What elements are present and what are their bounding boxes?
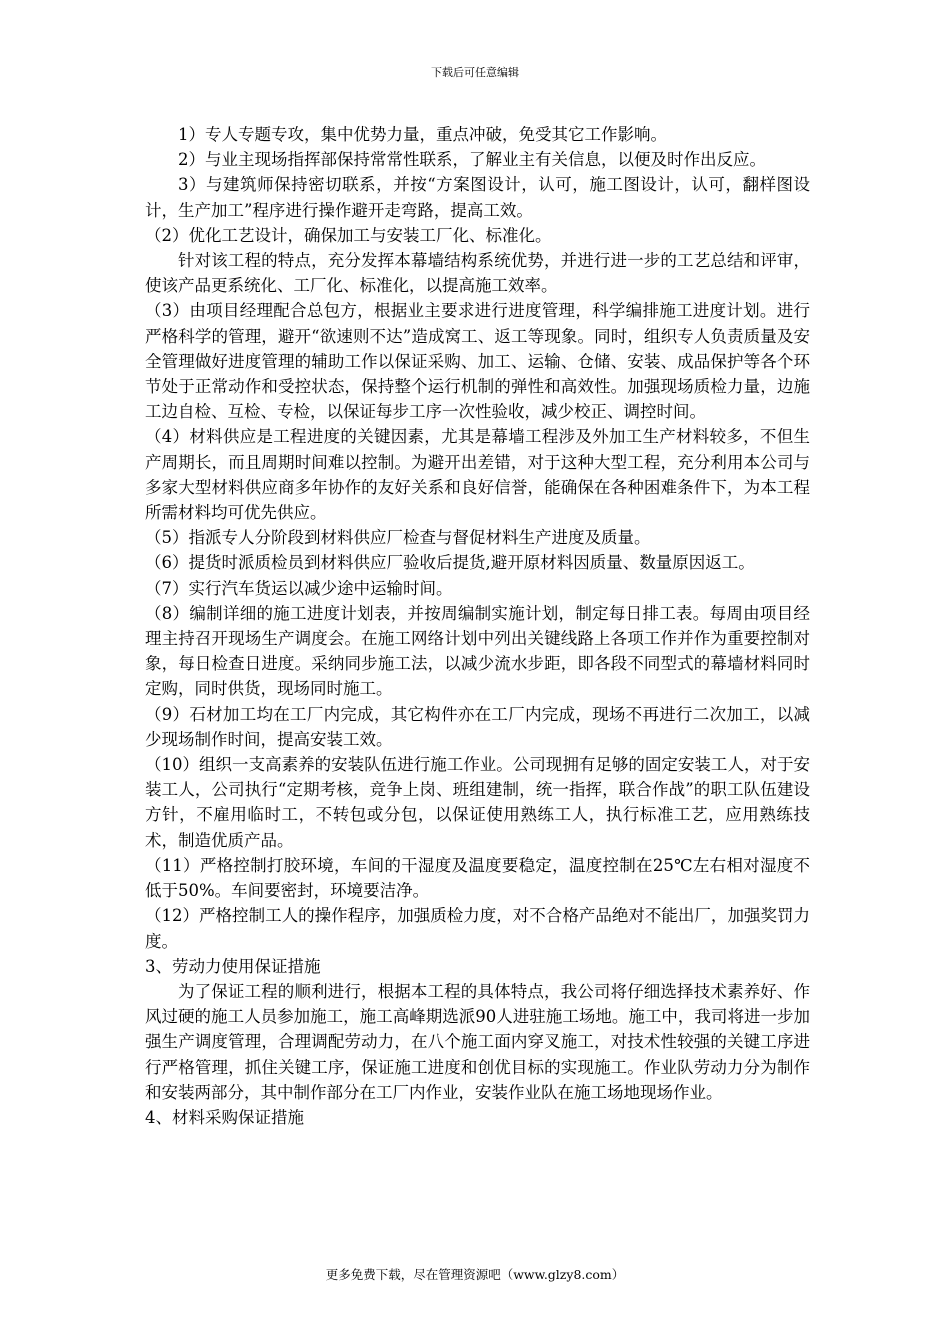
paragraph: （6）提货时派质检员到材料供应厂验收后提货,避开原材料因质量、数量原因返工。: [145, 553, 755, 573]
page-header: 下载后可任意编辑: [431, 66, 519, 79]
paragraph: 2）与业主现场指挥部保持常常性联系，了解业主有关信息，以便及时作出反应。: [178, 150, 766, 170]
page-footer: 更多免费下载，尽在管理资源吧（www.glzy8.com）: [325, 1267, 625, 1282]
paragraph: （10）组织一支高素养的安装队伍进行施工作业。公司现拥有足够的固定安装工人，对于安装工人，公司执行“定期考核，竞争上岗、班组建制，统一指挥，联合作战”的职工队伍建设方针，不雇用临时工，不转包或分包，以保证使用熟练工人，执行标准工艺，应用熟练技术，制造优质产品。: [145, 755, 810, 850]
paragraph: （5）指派专人分阶段到材料供应厂检查与督促材料生产进度及质量。: [145, 528, 651, 548]
paragraph: （2）优化工艺设计，确保加工与安装工厂化、标准化。: [145, 225, 552, 245]
section-heading: 4、材料采购保证措施: [145, 1107, 304, 1127]
paragraph: （12）严格控制工人的操作程序，加强质检力度，对不合格产品绝对不能出厂，加强奖罚力度。: [145, 906, 810, 951]
paragraph: （4）材料供应是工程进度的关键因素，尤其是幕墙工程涉及外加工生产材料较多，不但生产周期长，而且周期时间难以控制。为避开出差错，对于这种大型工程，充分利用本公司与多家大型材料供应商多年协作的友好关系和良好信誉，能确保在各种困难条件下，为本工程所需材料均可优先供应。: [145, 427, 810, 523]
paragraph: （7）实行汽车货运以减少途中运输时间。: [145, 578, 453, 598]
paragraph: （11）严格控制打胶环境，车间的干湿度及温度要稳定，温度控制在25℃左右相对湿度不低于50%。车间要密封，环境要洁净。: [145, 855, 810, 901]
paragraph: （9）石材加工均在工厂内完成，其它构件亦在工厂内完成，现场不再进行二次加工，以减少现场制作时间，提高安装工效。: [145, 704, 810, 749]
paragraph: 1）专人专题专攻，集中优势力量，重点冲破，免受其它工作影响。: [178, 125, 667, 144]
paragraph: 为了保证工程的顺利进行，根据本工程的具体特点，我公司将仔细选择技术素养好、作风过硬的施工人员参加施工，施工高峰期选派90人进驻施工场地。施工中，我司将进一步加强生产调度管理，合理调配劳动力，在八个施工面内穿叉施工，对技术性较强的关键工序进行严格管理，抓住关键工序，保证施工进度和创优目标的实现施工。作业队劳动力分为制作和安装两部分，其中制作部分在工厂内作业，安装作业队在施工场地现场作业。: [145, 981, 810, 1102]
paragraph: （8）编制详细的施工进度计划表，并按周编制实施计划，制定每日排工表。每周由项目经理主持召开现场生产调度会。在施工网络计划中列出关键线路上各项工作并作为重要控制对象，每日检查日进度。采纳同步施工法，以减少流水步距，即各段不同型式的幕墙材料同时定购，同时供货，现场同时施工。: [145, 603, 810, 699]
paragraph: 针对该工程的特点，充分发挥本幕墙结构系统优势，并进行进一步的工艺总结和评审，使该产品更系统化、工厂化、标准化，以提高施工效率。: [145, 251, 810, 296]
paragraph: （3）由项目经理配合总包方，根据业主要求进行进度管理，科学编排施工进度计划。进行严格科学的管理，避开“欲速则不达”造成窝工、返工等现象。同时，组织专人负责质量及安全管理做好进度管理的辅助工作以保证采购、加工、运输、仓储、安装、成品保护等各个环节处于正常动作和受控状态，保持整个运行机制的弹性和高效性。加强现场质检力量，边施工边自检、互检、专检，以保证每步工序一次性验收，减少校正、调控时间。: [145, 301, 810, 422]
paragraph: 3）与建筑师保持密切联系，并按“方案图设计，认可，施工图设计，认可，翻样图设计，生产加工”程序进行操作避开走弯路，提高工效。: [145, 175, 810, 220]
section-heading: 3、劳动力使用保证措施: [145, 956, 321, 976]
document-body: [145, 122, 810, 1130]
